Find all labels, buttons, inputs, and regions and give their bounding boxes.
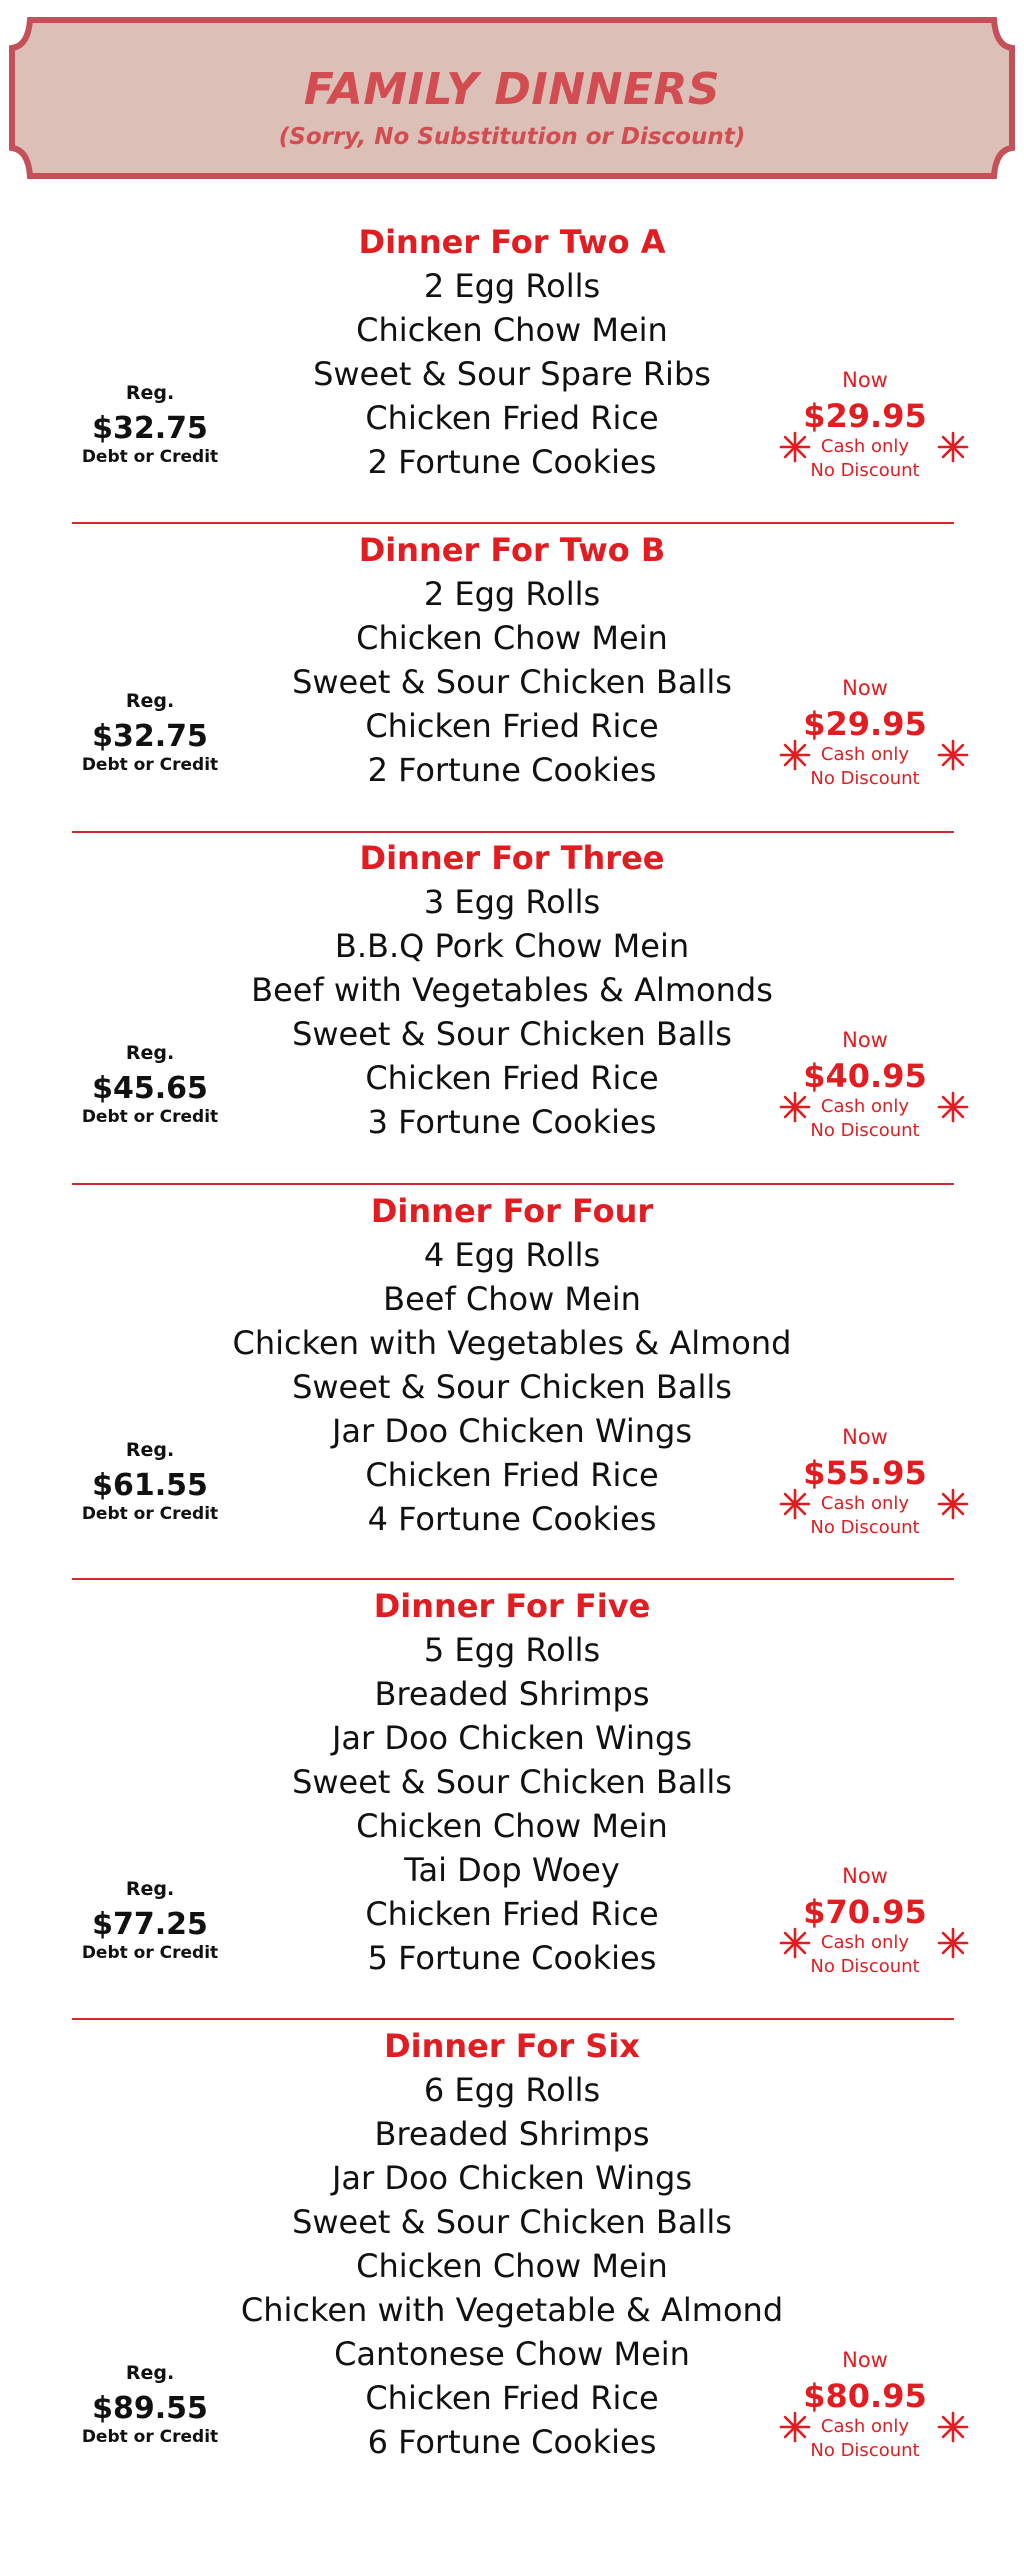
dinner-item: 2 Egg Rolls bbox=[423, 575, 601, 613]
no-discount-note: No Discount bbox=[810, 1956, 920, 1977]
dinner-item: Jar Doo Chicken Wings bbox=[331, 1719, 693, 1757]
dinner-title: Dinner For Four bbox=[370, 1192, 654, 1230]
sale-price-block bbox=[760, 370, 970, 490]
sale-price-label: Now bbox=[842, 1425, 888, 1449]
regular-price-block bbox=[50, 1044, 250, 1126]
no-discount-note: No Discount bbox=[810, 2440, 920, 2461]
section-divider bbox=[72, 522, 954, 524]
dinner-item: 2 Egg Rolls bbox=[423, 267, 601, 305]
dinner-item: Chicken Fried Rice bbox=[365, 2379, 659, 2417]
dinner-item: Chicken with Vegetable & Almond bbox=[240, 2291, 784, 2329]
sale-price-block bbox=[760, 1030, 970, 1150]
no-discount-note: No Discount bbox=[810, 460, 920, 481]
payment-note: Debt or Credit bbox=[81, 1504, 219, 1524]
sale-price-label: Now bbox=[842, 2348, 888, 2372]
sale-price: $29.95 bbox=[803, 705, 927, 743]
dinner-item: Chicken Fried Rice bbox=[365, 1456, 659, 1494]
no-discount-note: No Discount bbox=[810, 768, 920, 789]
section-divider bbox=[72, 831, 954, 833]
dinner-item: Sweet & Sour Chicken Balls bbox=[292, 1763, 732, 1801]
dinner-title: Dinner For Two A bbox=[358, 223, 666, 261]
regular-price-block bbox=[50, 1441, 250, 1523]
dinner-item: Sweet & Sour Chicken Balls bbox=[292, 1368, 732, 1406]
cash-only-note: Cash only bbox=[820, 1932, 910, 1953]
regular-price-label: Reg. bbox=[125, 382, 175, 404]
dinner-item: Chicken Chow Mein bbox=[356, 1807, 668, 1845]
regular-price: $61.55 bbox=[92, 1468, 208, 1503]
dinner-item: Sweet & Sour Chicken Balls bbox=[292, 1015, 732, 1053]
regular-price: $89.55 bbox=[92, 2391, 208, 2426]
dinner-item: Chicken Fried Rice bbox=[365, 707, 659, 745]
dinner-item: 4 Egg Rolls bbox=[423, 1236, 601, 1274]
sale-price-block bbox=[760, 2350, 970, 2470]
sale-price: $55.95 bbox=[803, 1454, 927, 1492]
cash-only-note: Cash only bbox=[820, 1493, 910, 1514]
dinner-item: Chicken Chow Mein bbox=[356, 311, 668, 349]
regular-price-label: Reg. bbox=[125, 1878, 175, 1900]
dinner-item: 6 Fortune Cookies bbox=[367, 2423, 657, 2461]
dinner-item: Jar Doo Chicken Wings bbox=[331, 1412, 693, 1450]
regular-price-label: Reg. bbox=[125, 690, 175, 712]
cash-only-note: Cash only bbox=[820, 2416, 910, 2437]
payment-note: Debt or Credit bbox=[81, 447, 219, 467]
regular-price-block bbox=[50, 384, 250, 466]
payment-note: Debt or Credit bbox=[81, 755, 219, 775]
section-divider bbox=[72, 1578, 954, 1580]
dinner-item: 5 Egg Rolls bbox=[423, 1631, 601, 1669]
page-subtitle: (Sorry, No Substitution or Discount) bbox=[278, 124, 746, 150]
dinner-item: 2 Fortune Cookies bbox=[367, 751, 657, 789]
dinner-item: Jar Doo Chicken Wings bbox=[331, 2159, 693, 2197]
regular-price-label: Reg. bbox=[125, 1439, 175, 1461]
sale-price-label: Now bbox=[842, 1028, 888, 1052]
dinner-item: 3 Egg Rolls bbox=[423, 883, 601, 921]
sale-price: $70.95 bbox=[803, 1893, 927, 1931]
regular-price-label: Reg. bbox=[125, 1042, 175, 1064]
dinner-item: B.B.Q Pork Chow Mein bbox=[334, 927, 690, 965]
dinner-item: 3 Fortune Cookies bbox=[367, 1103, 657, 1141]
sale-price-block bbox=[760, 1427, 970, 1547]
page-title: FAMILY DINNERS bbox=[303, 64, 721, 115]
dinner-item: Chicken Chow Mein bbox=[356, 619, 668, 657]
dinner-item: Breaded Shrimps bbox=[374, 1675, 650, 1713]
no-discount-note: No Discount bbox=[810, 1517, 920, 1538]
section-divider bbox=[72, 1183, 954, 1185]
sale-price: $80.95 bbox=[803, 2377, 927, 2415]
dinner-title: Dinner For Six bbox=[384, 2027, 640, 2065]
header-banner bbox=[8, 16, 1016, 180]
dinner-item: Chicken with Vegetables & Almond bbox=[232, 1324, 792, 1362]
cash-only-note: Cash only bbox=[820, 1096, 910, 1117]
dinner-item: Sweet & Sour Chicken Balls bbox=[292, 663, 732, 701]
dinner-item: Tai Dop Woey bbox=[404, 1851, 620, 1889]
regular-price: $32.75 bbox=[92, 411, 208, 446]
dinner-title: Dinner For Two B bbox=[358, 531, 666, 569]
dinner-item: Sweet & Sour Spare Ribs bbox=[313, 355, 711, 393]
sale-price-label: Now bbox=[842, 368, 888, 392]
dinner-item: Chicken Chow Mein bbox=[356, 2247, 668, 2285]
dinner-item: 6 Egg Rolls bbox=[423, 2071, 601, 2109]
dinner-item: 4 Fortune Cookies bbox=[367, 1500, 657, 1538]
dinner-title: Dinner For Five bbox=[373, 1587, 651, 1625]
dinner-item: 2 Fortune Cookies bbox=[367, 443, 657, 481]
sale-price-block bbox=[760, 1866, 970, 1986]
payment-note: Debt or Credit bbox=[81, 2427, 219, 2447]
regular-price-block bbox=[50, 1880, 250, 1962]
dinner-item: Breaded Shrimps bbox=[374, 2115, 650, 2153]
regular-price-block bbox=[50, 692, 250, 774]
dinner-item: Chicken Fried Rice bbox=[365, 1895, 659, 1933]
sale-price: $40.95 bbox=[803, 1057, 927, 1095]
dinner-item: Cantonese Chow Mein bbox=[334, 2335, 690, 2373]
sale-price-label: Now bbox=[842, 676, 888, 700]
regular-price-block bbox=[50, 2364, 250, 2446]
dinner-item: Beef Chow Mein bbox=[383, 1280, 641, 1318]
cash-only-note: Cash only bbox=[820, 744, 910, 765]
regular-price: $32.75 bbox=[92, 719, 208, 754]
dinner-item: Chicken Fried Rice bbox=[365, 399, 659, 437]
dinner-item: 5 Fortune Cookies bbox=[367, 1939, 657, 1977]
dinner-title: Dinner For Three bbox=[359, 839, 665, 877]
no-discount-note: No Discount bbox=[810, 1120, 920, 1141]
regular-price: $77.25 bbox=[92, 1907, 208, 1942]
dinner-item: Sweet & Sour Chicken Balls bbox=[292, 2203, 732, 2241]
regular-price: $45.65 bbox=[92, 1071, 208, 1106]
dinner-item: Chicken Fried Rice bbox=[365, 1059, 659, 1097]
regular-price-label: Reg. bbox=[125, 2362, 175, 2384]
sale-price-block bbox=[760, 678, 970, 798]
sale-price-label: Now bbox=[842, 1864, 888, 1888]
dinner-item: Beef with Vegetables & Almonds bbox=[251, 971, 773, 1009]
payment-note: Debt or Credit bbox=[81, 1107, 219, 1127]
section-divider bbox=[72, 2018, 954, 2020]
sale-price: $29.95 bbox=[803, 397, 927, 435]
cash-only-note: Cash only bbox=[820, 436, 910, 457]
payment-note: Debt or Credit bbox=[81, 1943, 219, 1963]
